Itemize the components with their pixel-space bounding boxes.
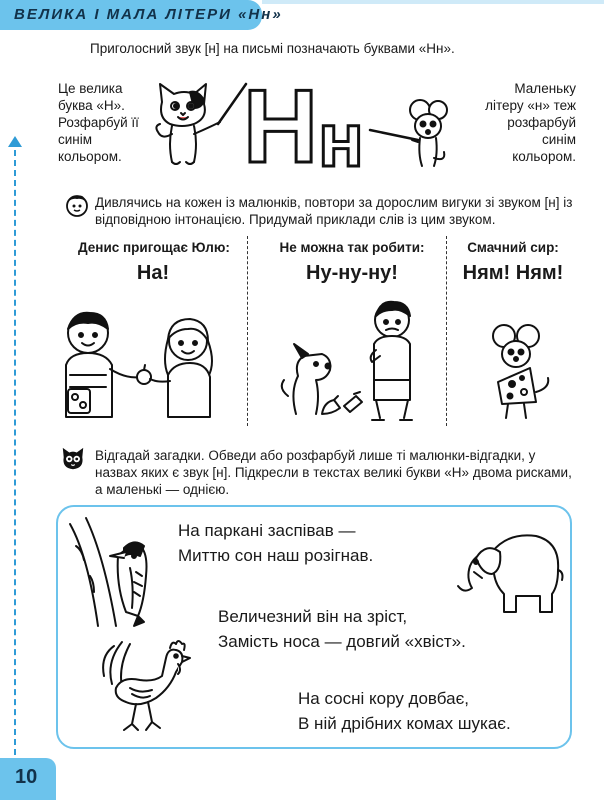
riddle-line: В ній дрібних комах шукає. xyxy=(298,714,511,733)
left-note: Це велика буква «Н». Розфарбуй її синім кольором. xyxy=(58,81,139,164)
task2-instruction: Відгадай загадки. Обведи або розфарбуй лише ті малюнки-відгадки, у назвах яких є звук [н]. Підкресли в текстах великі букви «Н» двома рисками, а маленькі — однією. xyxy=(95,448,572,497)
riddle-line: На сосні кору довбає, xyxy=(298,689,469,708)
side-dashed-line xyxy=(14,150,16,765)
scene-exclamation: На! xyxy=(136,262,170,284)
riddle-line: Величезний він на зріст, xyxy=(218,607,408,626)
intro-text: Приголосний звук [н] на письмі позначають буквами «Нн». xyxy=(90,41,455,56)
scene-caption: Смачний сир: xyxy=(467,240,559,255)
woodpecker-illustration xyxy=(68,516,168,628)
column-divider xyxy=(247,236,248,426)
cat-icon xyxy=(60,446,86,472)
page-number: 10 xyxy=(15,766,38,788)
letter-lower-n: н xyxy=(318,98,364,183)
right-note: Маленьку літеру «н» теж розфарбуй синім кольором. xyxy=(485,81,576,164)
arrow-up-icon xyxy=(8,136,22,147)
cat-pointer-illustration xyxy=(150,78,250,170)
scene-caption: Не можна так робити: xyxy=(279,240,425,255)
scene-exclamation: Ням! Ням! xyxy=(462,262,564,284)
rooster-illustration xyxy=(96,636,192,736)
children-sharing-illustration xyxy=(40,305,240,420)
mouse-with-cheese-illustration xyxy=(478,322,558,422)
page-title: ВЕЛИКА І МАЛА ЛІТЕРИ «Нн» xyxy=(14,6,283,23)
letter-upper-n: Н xyxy=(243,69,319,185)
task1-instruction: Дивлячись на кожен із малюнків, повтори за дорослим вигуки зі звуком [н] із відповідною інтонацією. Придумай приклади слів із цим звуком. xyxy=(95,195,573,227)
top-strip xyxy=(262,0,604,4)
elephant-illustration xyxy=(452,522,564,614)
face-icon xyxy=(64,192,90,218)
column-divider xyxy=(446,236,447,426)
scene-exclamation: Ну-ну-ну! xyxy=(306,262,398,284)
scene-caption: Денис пригощає Юлю: xyxy=(78,240,230,255)
riddle-line: Миттю сон наш розігнав. xyxy=(178,546,374,565)
mouse-pointer-illustration xyxy=(368,96,448,170)
boy-scolding-dog-illustration xyxy=(268,296,438,426)
riddle-line: На паркані заспівав — xyxy=(178,521,356,540)
riddle-line: Замість носа — довгий «хвіст». xyxy=(218,632,466,651)
